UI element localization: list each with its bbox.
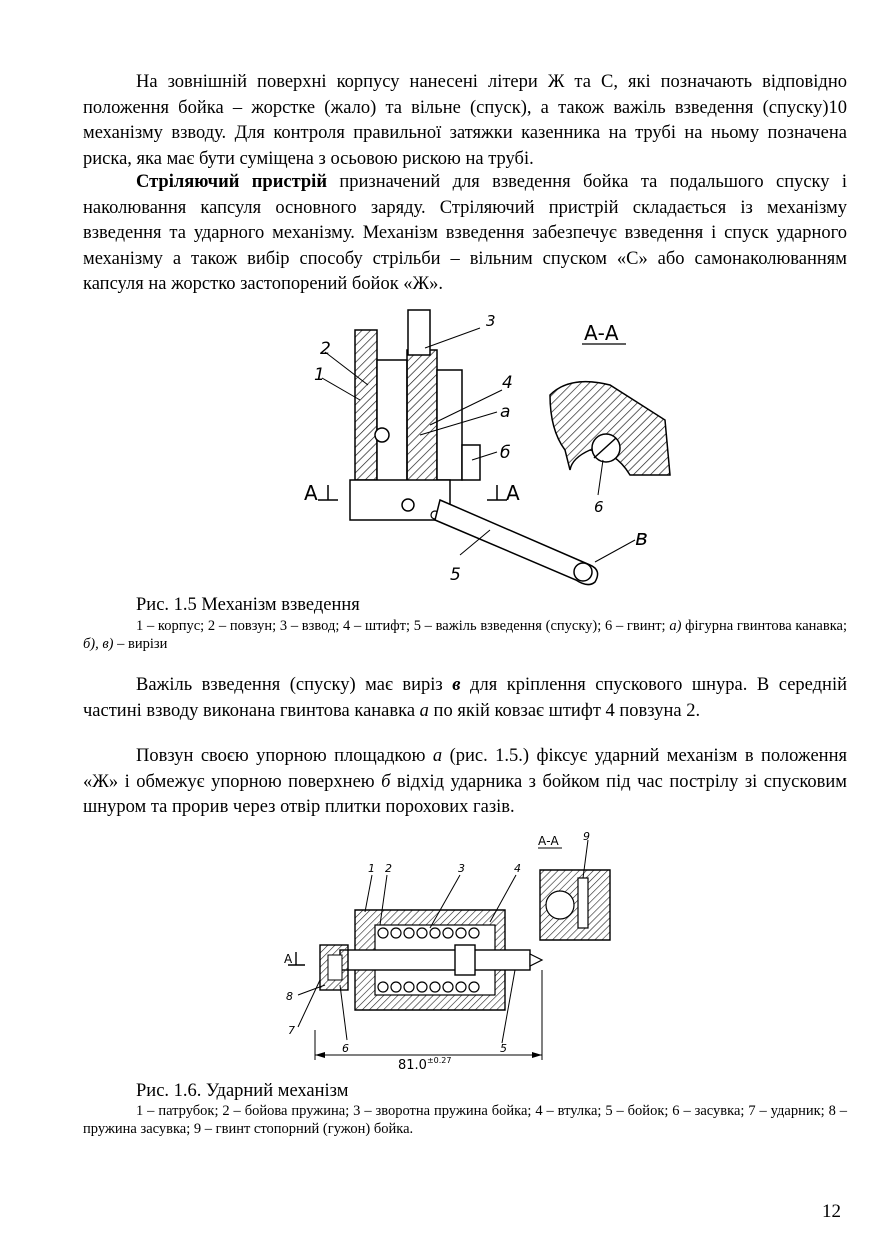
label-5: 5	[450, 565, 461, 585]
label-1: 1	[314, 365, 325, 385]
label-5: 5	[500, 1042, 507, 1055]
bold-term: Стріляючий пристрій	[136, 172, 327, 192]
label-2: 2	[320, 339, 331, 359]
section-title-aa: А-А	[538, 834, 559, 848]
figure1-legend: 1 – корпус; 2 – повзун; 3 – взвод; 4 – штифт; 5 – важіль взведення (спуску); 6 – гвинт; а) фігурна гвинтова канавка; б), в) – вирізи	[83, 618, 847, 652]
section-mark-a: А	[284, 952, 293, 966]
label-a: а	[500, 402, 511, 422]
label-6: 6	[342, 1042, 349, 1055]
label-3: 3	[486, 312, 496, 330]
section-mark-a-left: А	[304, 481, 318, 505]
figure-cocking-mechanism	[290, 300, 710, 595]
label-3: 3	[458, 862, 465, 875]
label-1: 1	[368, 862, 375, 875]
figure2-legend: 1 – патрубок; 2 – бойова пружина; 3 – зворотна пружина бойка; 4 – втулка; 5 – бойок; 6 – засувка; 7 – ударник; 8 – пружина засувка; 9 – гвинт стопорний (гужон) бойка.	[83, 1103, 847, 1137]
dimension-value: $81.0^{\pm 0.27}$	[398, 1056, 452, 1070]
label-9: 9	[583, 830, 590, 843]
figure1-caption: Рис. 1.5 Механізм взведення	[136, 595, 360, 615]
label-b: б	[500, 443, 511, 463]
label-4: 4	[502, 373, 513, 393]
page-number: 12	[822, 1201, 841, 1222]
paragraph-lever-cutout: Важіль взведення (спуску) має виріз в для кріплення спускового шнура. В середній частині взводу виконана гвинтова канавка а по якій ковзає штифт 4 повзуна 2.	[83, 675, 847, 721]
paragraph-housing-markings: На зовнішній поверхні корпусу нанесені літери Ж та С, які позначають відповідно положення бойка – жорстке (жало) та вільне (спуск), а також важіль взведення (спуску)10 механізму взводу. Для контроля правильної затяжки казенника на трубі на ньому позначена риска, яка має бути суміщена з осьовою рискою на трубі.	[83, 72, 847, 169]
label-8: 8	[286, 990, 293, 1003]
paragraph-slider: Повзун своєю упорною площадкою а (рис. 1.5.) фіксує ударний механізм в положення «Ж» і обмежує упорною поверхнею б відхід ударника з бойком під час пострілу зі спусковим шнуром та прорив через отвір плитки порохових газів.	[83, 746, 848, 817]
section-mark-a-right: А	[506, 481, 520, 505]
figure-striker-mechanism	[280, 830, 620, 1070]
label-4: 4	[514, 862, 521, 875]
label-2: 2	[385, 862, 392, 875]
figure2-caption: Рис. 1.6. Ударний механізм	[136, 1081, 349, 1101]
label-6: 6	[594, 498, 604, 516]
label-7: 7	[288, 1024, 295, 1037]
section-title-aa: А-А	[584, 321, 619, 345]
label-v: в	[635, 526, 648, 551]
paragraph-firing-device: Стріляючий пристрій призначений для взведення бойка та подальшого спуску і наколювання капсуля основного заряду. Стріляючий пристрій складається із механізму взведення та ударного механізму. Механізм взведення забезпечує взведення і спуск ударного механізму а також вибір способу стрільби – вільним спуском «С» або самонаколюванням капсуля на жорстко застопорений бойок «Ж».	[83, 172, 848, 294]
